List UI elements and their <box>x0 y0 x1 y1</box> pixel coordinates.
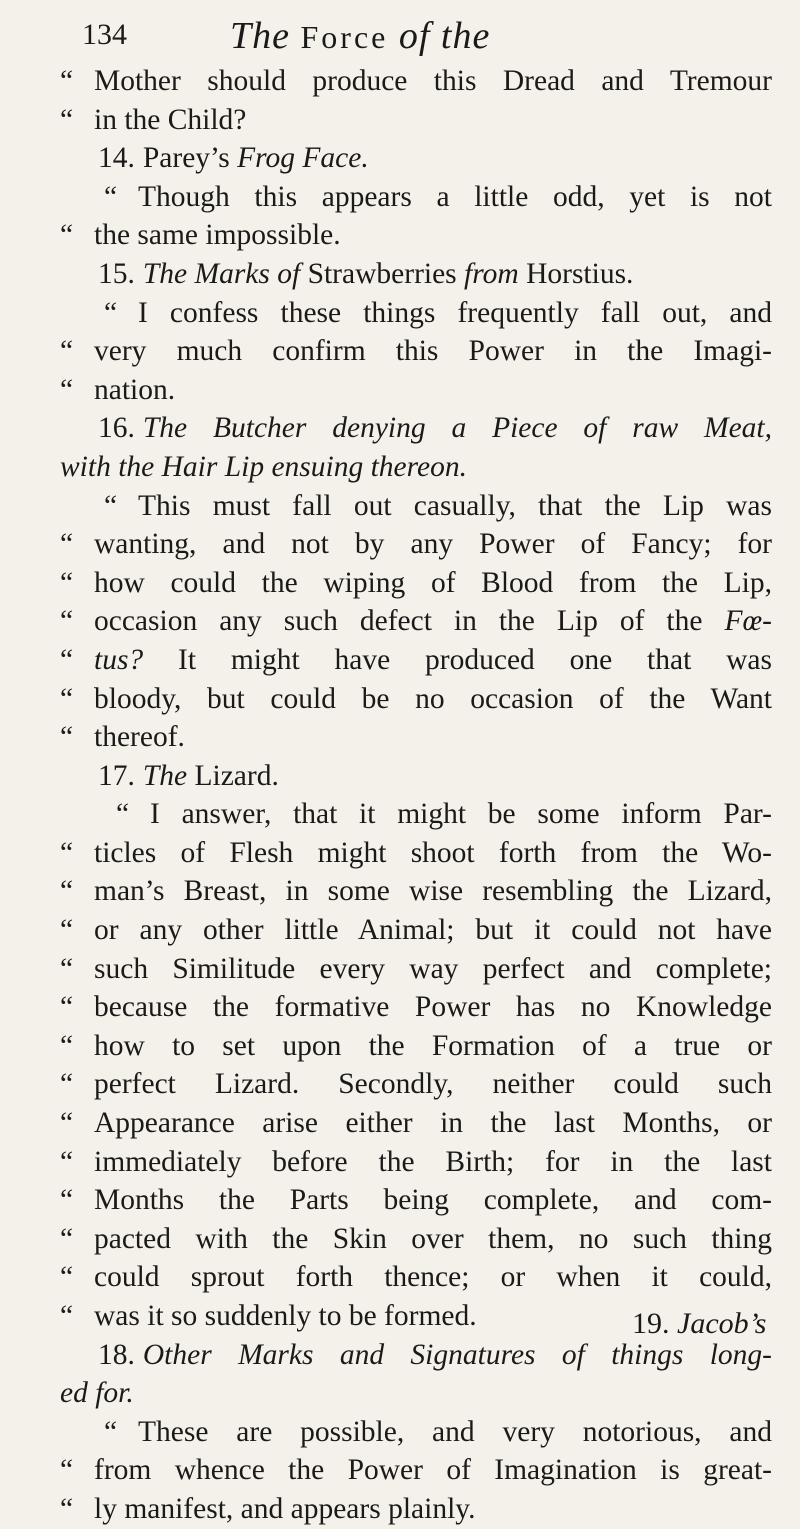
text-line: “ perfect Lizard. Secondly, neither could such <box>60 1068 772 1101</box>
running-title: The Force of the <box>230 15 491 57</box>
text-line: “ pacted with the Skin over them, no such thing <box>60 1222 772 1255</box>
text-line: “ such Similitude every way perfect and complete; <box>60 952 772 985</box>
text-line: “ Mother should produce this Dread and Tremour <box>60 65 772 97</box>
text-line: “ This must fall out casually, that the Lip was <box>104 489 772 522</box>
text-line: “ These are possible, and very notorious, and <box>104 1415 772 1448</box>
text-line: “ immediately before the Birth; for in the last <box>60 1145 772 1178</box>
section-heading: 17. The Lizard. <box>98 759 279 792</box>
text-line: “ ticles of Flesh might shoot forth from the Wo- <box>60 836 772 869</box>
section-heading: 15. The Marks of Strawberries from Horstius. <box>98 257 634 290</box>
text-line: “ wanting, and not by any Power of Fancy; for <box>60 528 772 561</box>
text-line: “ ly manifest, and appears plainly. <box>60 1492 476 1525</box>
text-line: “ occasion any such defect in the Lip of the Fœ- <box>60 605 772 638</box>
text-line: “ the same impossible. <box>60 219 341 252</box>
text-line: “ thereof. <box>60 721 185 754</box>
text-line: “ bloody, but could be no occasion of the Want <box>60 682 772 715</box>
text-line: “ because the formative Power has no Knowledge <box>60 991 772 1024</box>
text-line: “ from whence the Power of Imagination is great- <box>60 1454 772 1487</box>
page-number: 134 <box>82 18 127 51</box>
text-line: “ nation. <box>60 373 176 406</box>
catchword: 19. Jacob’s <box>632 1307 767 1340</box>
section-heading: 18. Other Marks and Signatures of things long- <box>98 1338 772 1371</box>
text-line: “ Months the Parts being complete, and com- <box>60 1184 772 1217</box>
text-line: “ very much confirm this Power in the Imagi- <box>60 335 772 368</box>
text-line: “ in the Child? <box>60 103 247 136</box>
running-header <box>82 12 772 68</box>
text-line: “ how to set upon the Formation of a true or <box>60 1029 772 1062</box>
text-line: “ how could the wiping of Blood from the Lip, <box>60 566 772 599</box>
section-heading-cont: ed for. <box>60 1377 134 1410</box>
section-heading: 16. The Butcher denying a Piece of raw Meat, <box>98 412 772 445</box>
text-line: “ or any other little Animal; but it could not have <box>60 914 772 947</box>
text-line: “ Though this appears a little odd, yet is not <box>104 180 772 213</box>
text-line: “ I answer, that it might be some inform Par- <box>116 798 772 831</box>
text-line: “ tus? It might have produced one that was <box>60 643 772 676</box>
text-line: “ I confess these things frequently fall out, and <box>104 296 772 329</box>
section-heading: 14. Parey’s Frog Face. <box>98 142 369 175</box>
text-line: “ could sprout forth thence; or when it could, <box>60 1261 772 1294</box>
text-line: “ Appearance arise either in the last Months, or <box>60 1107 772 1140</box>
text-line: “ man’s Breast, in some wise resembling the Lizard, <box>60 875 772 908</box>
text-line: “ was it so suddenly to be formed. <box>60 1300 477 1332</box>
section-heading-cont: with the Hair Lip ensuing thereon. <box>60 450 467 483</box>
